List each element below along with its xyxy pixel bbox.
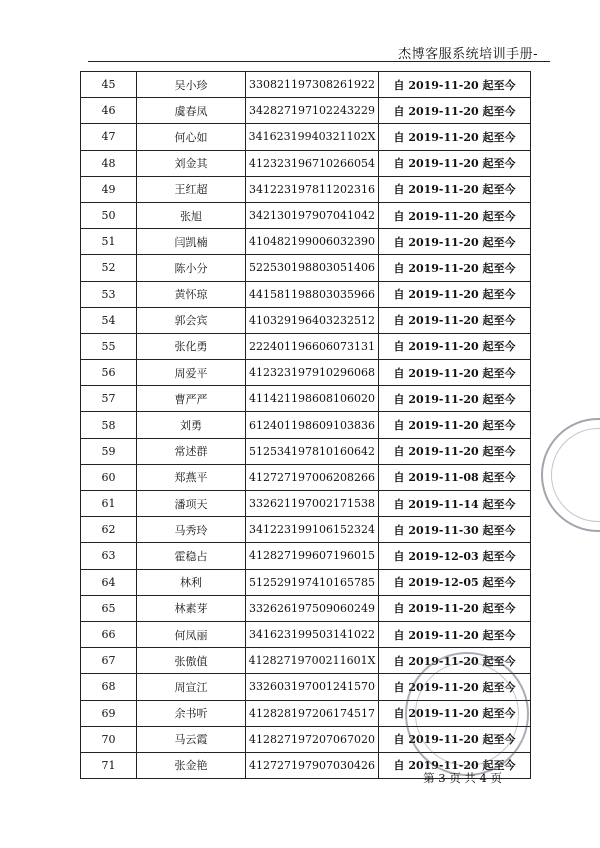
id-number-cell: 512529197410165785	[246, 569, 379, 595]
id-number-cell: 412323197910296068	[246, 360, 379, 386]
row-number-cell: 69	[81, 700, 137, 726]
table-row	[81, 569, 531, 595]
start-date-cell: 自 2019-11-20 起至今	[379, 752, 531, 778]
row-number-cell: 65	[81, 595, 137, 621]
table-row	[81, 150, 531, 176]
id-number-cell: 341223199106152324	[246, 517, 379, 543]
employee-name-cell: 何心如	[137, 124, 246, 150]
id-number-cell: 342130197907041042	[246, 202, 379, 228]
page-number-footer: 第 3 页 共 4 页	[423, 771, 502, 785]
id-number-cell: 332603197001241570	[246, 674, 379, 700]
id-number-cell: 412827197207067020	[246, 726, 379, 752]
employee-name-cell: 黄怀琼	[137, 281, 246, 307]
employee-name-cell: 霍稳占	[137, 543, 246, 569]
id-number-cell: 342827197102243229	[246, 98, 379, 124]
id-number-cell: 222401196606073131	[246, 333, 379, 359]
table-row	[81, 72, 531, 98]
start-date-cell: 自 2019-11-20 起至今	[379, 438, 531, 464]
start-date-cell: 自 2019-11-20 起至今	[379, 621, 531, 647]
table-row	[81, 621, 531, 647]
start-date-cell: 自 2019-11-20 起至今	[379, 124, 531, 150]
row-number-cell: 62	[81, 517, 137, 543]
row-number-cell: 67	[81, 648, 137, 674]
id-number-cell: 522530198803051406	[246, 255, 379, 281]
row-number-cell: 70	[81, 726, 137, 752]
row-number-cell: 49	[81, 176, 137, 202]
table-row	[81, 255, 531, 281]
row-number-cell: 52	[81, 255, 137, 281]
start-date-cell: 自 2019-11-20 起至今	[379, 281, 531, 307]
table-row	[81, 229, 531, 255]
row-number-cell: 56	[81, 360, 137, 386]
table-row	[81, 700, 531, 726]
employee-name-cell: 张旭	[137, 202, 246, 228]
table-row	[81, 412, 531, 438]
start-date-cell: 自 2019-12-05 起至今	[379, 569, 531, 595]
id-number-cell: 410482199006032390	[246, 229, 379, 255]
row-number-cell: 47	[81, 124, 137, 150]
table-row	[81, 543, 531, 569]
row-number-cell: 59	[81, 438, 137, 464]
table-row	[81, 307, 531, 333]
employee-name-cell: 刘金其	[137, 150, 246, 176]
start-date-cell: 自 2019-11-08 起至今	[379, 464, 531, 490]
start-date-cell: 自 2019-11-20 起至今	[379, 360, 531, 386]
start-date-cell: 自 2019-11-20 起至今	[379, 595, 531, 621]
id-number-cell: 441581198803035966	[246, 281, 379, 307]
table-row	[81, 595, 531, 621]
id-number-cell: 34162319940321102X	[246, 124, 379, 150]
start-date-cell: 自 2019-11-20 起至今	[379, 176, 531, 202]
id-number-cell: 341623199503141022	[246, 621, 379, 647]
start-date-cell: 自 2019-11-20 起至今	[379, 386, 531, 412]
roster-table-body	[81, 72, 531, 779]
table-row	[81, 202, 531, 228]
start-date-cell: 自 2019-11-14 起至今	[379, 491, 531, 517]
table-row	[81, 98, 531, 124]
row-number-cell: 45	[81, 72, 137, 98]
start-date-cell: 自 2019-11-20 起至今	[379, 700, 531, 726]
employee-name-cell: 吴小珍	[137, 72, 246, 98]
employee-name-cell: 潘项天	[137, 491, 246, 517]
official-seal-stamp	[541, 418, 600, 532]
row-number-cell: 53	[81, 281, 137, 307]
id-number-cell: 412727197907030426	[246, 752, 379, 778]
employee-name-cell: 王红超	[137, 176, 246, 202]
table-row	[81, 281, 531, 307]
table-row	[81, 517, 531, 543]
id-number-cell: 412727197006208266	[246, 464, 379, 490]
row-number-cell: 51	[81, 229, 137, 255]
employee-name-cell: 马秀玲	[137, 517, 246, 543]
table-row	[81, 176, 531, 202]
employee-name-cell: 余书听	[137, 700, 246, 726]
table-row	[81, 464, 531, 490]
row-number-cell: 46	[81, 98, 137, 124]
employee-name-cell: 陈小分	[137, 255, 246, 281]
row-number-cell: 63	[81, 543, 137, 569]
row-number-cell: 54	[81, 307, 137, 333]
id-number-cell: 332621197002171538	[246, 491, 379, 517]
start-date-cell: 自 2019-11-20 起至今	[379, 229, 531, 255]
start-date-cell: 自 2019-11-20 起至今	[379, 648, 531, 674]
table-row	[81, 124, 531, 150]
row-number-cell: 58	[81, 412, 137, 438]
header-divider	[88, 61, 550, 62]
start-date-cell: 自 2019-11-20 起至今	[379, 202, 531, 228]
employee-name-cell: 林素芽	[137, 595, 246, 621]
employee-name-cell: 刘勇	[137, 412, 246, 438]
employee-name-cell: 郭会宾	[137, 307, 246, 333]
table-row	[81, 648, 531, 674]
start-date-cell: 自 2019-11-20 起至今	[379, 72, 531, 98]
employee-name-cell: 马云霞	[137, 726, 246, 752]
id-number-cell: 330821197308261922	[246, 72, 379, 98]
table-row	[81, 491, 531, 517]
start-date-cell: 自 2019-11-20 起至今	[379, 255, 531, 281]
row-number-cell: 50	[81, 202, 137, 228]
id-number-cell: 412323196710266054	[246, 150, 379, 176]
row-number-cell: 48	[81, 150, 137, 176]
row-number-cell: 57	[81, 386, 137, 412]
id-number-cell: 512534197810160642	[246, 438, 379, 464]
employee-name-cell: 何凤丽	[137, 621, 246, 647]
start-date-cell: 自 2019-11-20 起至今	[379, 98, 531, 124]
employee-name-cell: 周宣江	[137, 674, 246, 700]
employee-roster-table	[80, 71, 531, 779]
start-date-cell: 自 2019-11-20 起至今	[379, 412, 531, 438]
employee-name-cell: 周爱平	[137, 360, 246, 386]
table-row	[81, 333, 531, 359]
id-number-cell: 332626197509060249	[246, 595, 379, 621]
employee-name-cell: 林利	[137, 569, 246, 595]
start-date-cell: 自 2019-11-20 起至今	[379, 726, 531, 752]
id-number-cell: 41282719700211601X	[246, 648, 379, 674]
table-row	[81, 674, 531, 700]
employee-name-cell: 曹严严	[137, 386, 246, 412]
start-date-cell: 自 2019-11-20 起至今	[379, 333, 531, 359]
employee-name-cell: 张金艳	[137, 752, 246, 778]
id-number-cell: 411421198608106020	[246, 386, 379, 412]
table-row	[81, 726, 531, 752]
start-date-cell: 自 2019-11-30 起至今	[379, 517, 531, 543]
employee-name-cell: 张化勇	[137, 333, 246, 359]
employee-name-cell: 闫凯楠	[137, 229, 246, 255]
id-number-cell: 412827199607196015	[246, 543, 379, 569]
start-date-cell: 自 2019-11-20 起至今	[379, 307, 531, 333]
row-number-cell: 68	[81, 674, 137, 700]
employee-name-cell: 张傲值	[137, 648, 246, 674]
row-number-cell: 71	[81, 752, 137, 778]
id-number-cell: 412828197206174517	[246, 700, 379, 726]
table-row	[81, 438, 531, 464]
row-number-cell: 55	[81, 333, 137, 359]
row-number-cell: 64	[81, 569, 137, 595]
employee-name-cell: 虞春凤	[137, 98, 246, 124]
document-header-title: 杰博客服系统培训手册-	[398, 47, 538, 62]
row-number-cell: 66	[81, 621, 137, 647]
table-row	[81, 386, 531, 412]
id-number-cell: 410329196403232512	[246, 307, 379, 333]
table-row	[81, 360, 531, 386]
employee-name-cell: 郑燕平	[137, 464, 246, 490]
row-number-cell: 61	[81, 491, 137, 517]
start-date-cell: 自 2019-11-20 起至今	[379, 150, 531, 176]
start-date-cell: 自 2019-12-03 起至今	[379, 543, 531, 569]
id-number-cell: 341223197811202316	[246, 176, 379, 202]
employee-name-cell: 常述群	[137, 438, 246, 464]
id-number-cell: 612401198609103836	[246, 412, 379, 438]
row-number-cell: 60	[81, 464, 137, 490]
start-date-cell: 自 2019-11-20 起至今	[379, 674, 531, 700]
